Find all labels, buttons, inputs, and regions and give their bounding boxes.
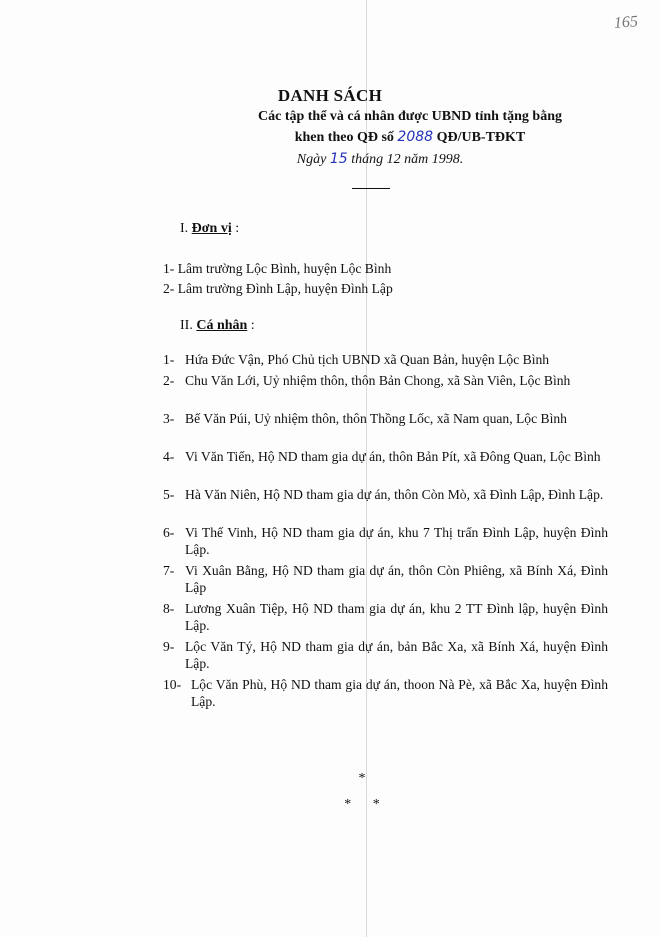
- item-text: Lộc Văn Phù, Hộ ND tham gia dự án, thoon Nà Pè, xã Bắc Xa, huyện Đình Lập.: [191, 677, 608, 709]
- item-text: Hà Văn Niên, Hộ ND tham gia dự án, thôn Còn Mò, xã Đình Lập, Đình Lập.: [185, 487, 604, 502]
- individual-item: [163, 486, 608, 503]
- item-text: Vi Thế Vinh, Hộ ND tham gia dự án, khu 7 Thị trấn Đình Lập, huyện Đình Lập.: [185, 525, 608, 557]
- individual-item: [163, 562, 608, 596]
- individual-item: [163, 600, 608, 634]
- individual-item: [163, 448, 608, 465]
- individual-item: [163, 676, 608, 710]
- item-text: Chu Văn Lới, Uỷ nhiệm thôn, thôn Bản Chong, xã Sàn Viên, Lộc Bình: [185, 373, 571, 388]
- section-label: Đơn vị: [191, 221, 232, 236]
- document-title: DANH SÁCH: [277, 86, 383, 105]
- item-text: Lộc Văn Tý, Hộ ND tham gia dự án, bản Bắc Xa, xã Bính Xá, huyện Đình Lập.: [185, 639, 608, 671]
- title-divider: [352, 188, 390, 189]
- item-text: Vi Xuân Bằng, Hộ ND tham gia dự án, thôn Còn Phiêng, xã Bính Xá, Đình Lập: [185, 563, 608, 595]
- section-heading-units: [180, 221, 239, 237]
- page-number: 165: [613, 13, 639, 32]
- section-heading-individuals: [180, 318, 255, 334]
- individual-item: [163, 372, 608, 389]
- end-mark-bottom: * *: [344, 797, 380, 812]
- individual-item: [163, 524, 608, 558]
- date-line: [0, 151, 660, 168]
- item-number: 5-: [163, 487, 175, 502]
- item-text: Lương Xuân Tiệp, Hộ ND tham gia dự án, khu 2 TT Đình lập, huyện Đình Lập.: [185, 601, 608, 633]
- section-label: Cá nhân: [196, 318, 248, 333]
- item-number: 7-: [163, 563, 175, 578]
- end-mark-top: *: [358, 771, 366, 786]
- unit-item: 1- Lâm trường Lộc Bình, huyện Lộc Bình: [163, 261, 392, 276]
- date-suffix: tháng 12 năm 1998.: [351, 152, 464, 167]
- decision-prefix: khen theo QĐ số: [294, 130, 394, 145]
- item-number: 8-: [163, 601, 175, 616]
- item-number: 6-: [163, 525, 175, 540]
- date-prefix: Ngày: [296, 152, 327, 167]
- section-colon: :: [235, 221, 240, 236]
- individual-item: [163, 410, 608, 427]
- item-text: Bế Văn Púi, Uỷ nhiệm thôn, thôn Thồng Lốc, xã Nam quan, Lộc Bình: [185, 411, 567, 426]
- item-text: Hứa Đức Vận, Phó Chủ tịch UBND xã Quan Bản, huyện Lộc Bình: [185, 352, 550, 367]
- unit-item: 2- Lâm trường Đình Lập, huyện Đình Lập: [163, 281, 393, 296]
- item-number: 2-: [163, 373, 175, 388]
- item-number: 9-: [163, 639, 175, 654]
- section-numeral: I.: [180, 221, 189, 236]
- date-day: 15: [329, 151, 348, 167]
- item-number: 1-: [163, 352, 175, 367]
- item-text: Vi Văn Tiến, Hộ ND tham gia dự án, thôn Bản Pít, xã Đông Quan, Lộc Bình: [185, 449, 601, 464]
- subtitle-line-2: [0, 129, 660, 146]
- item-number: 4-: [163, 449, 175, 464]
- item-number: 10-: [163, 677, 182, 692]
- item-number: 3-: [163, 411, 175, 426]
- decision-number: 2088: [397, 129, 434, 145]
- section-numeral: II.: [180, 318, 193, 333]
- subtitle-line-1: Các tập thể và cá nhân được UBND tỉnh tặng bằng: [258, 109, 562, 124]
- individual-item: [163, 351, 608, 368]
- decision-suffix: QĐ/UB-TĐKT: [436, 130, 526, 145]
- individual-item: [163, 638, 608, 672]
- section-colon: :: [250, 318, 255, 333]
